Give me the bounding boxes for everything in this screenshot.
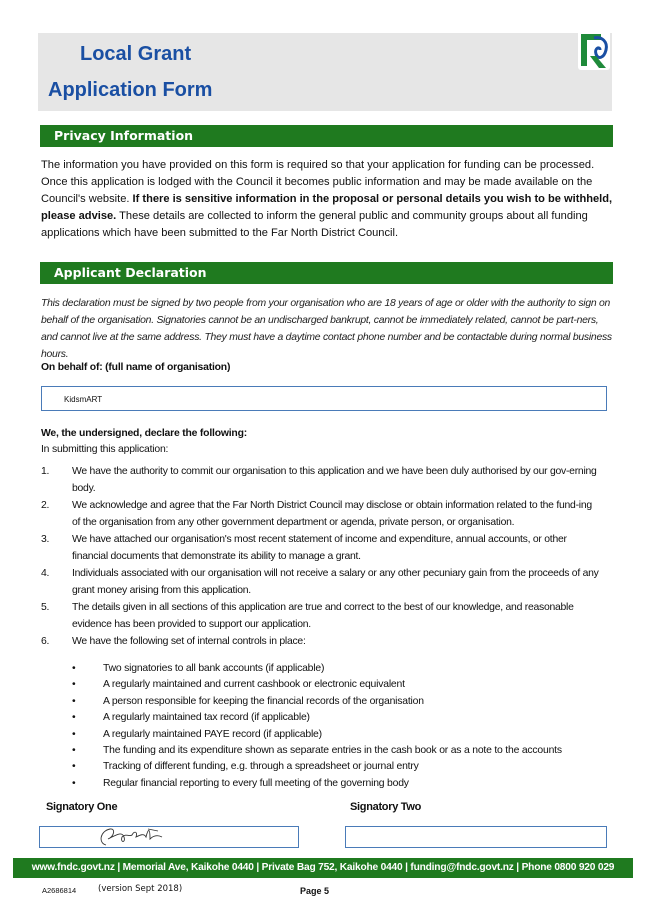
- bullet-icon: •: [72, 679, 76, 691]
- privacy-text-part2: These details are collected to inform the general public and community groups about all funding applications which have been submitted to the Far North District Council.: [41, 210, 588, 239]
- bullet-icon: •: [72, 745, 76, 757]
- item-text: We have the authority to commit our organisation to this application and we have been duly authorised by our gov-erning body.: [72, 466, 597, 494]
- control-item: [72, 677, 592, 693]
- bullet-icon: •: [72, 695, 76, 707]
- title-line-1: Local Grant: [80, 43, 192, 65]
- control-item: [72, 710, 592, 726]
- bullet-icon: •: [72, 663, 76, 674]
- control-text: A regularly maintained tax record (if applicable): [103, 712, 310, 724]
- item-number: 6.: [41, 636, 50, 647]
- undersigned-label: We, the undersigned, declare the following:: [41, 428, 247, 439]
- organisation-name-value: KidsmART: [64, 395, 103, 404]
- declaration-item: [41, 532, 601, 565]
- privacy-text: [41, 157, 613, 242]
- organisation-name-field[interactable]: [41, 386, 607, 411]
- signatory-one-label: Signatory One: [46, 801, 118, 813]
- privacy-text-bold: If there is sensitive information in the proposal or personal details you wish to be withheld, please advise.: [41, 193, 613, 222]
- control-item: [72, 661, 592, 677]
- bullet-icon: •: [72, 761, 76, 773]
- footer-contact: www.fndc.govt.nz | Memorial Ave, Kaikohe 0440 | Private Bag 752, Kaikohe 0440 | funding@fndc.govt.nz | Phone 0800 920 029: [13, 858, 633, 878]
- control-item: [72, 743, 592, 759]
- declaration-item: [41, 634, 601, 651]
- declaration-item: [41, 600, 601, 633]
- control-text: Tracking of different funding, e.g. through a spreadsheet or journal entry: [103, 761, 419, 773]
- control-item: [72, 694, 592, 710]
- item-text: The details given in all sections of this application are true and correct to the best of our knowledge, and reasonable evidence has been provided to support our application.: [72, 602, 574, 630]
- version-label: (version Sept 2018): [98, 884, 183, 894]
- declaration-item: [41, 498, 601, 531]
- item-text: We have the following set of internal controls in place:: [72, 636, 306, 647]
- control-item: [72, 776, 592, 792]
- item-number: 1.: [41, 466, 50, 477]
- handwritten-signature-icon: [92, 825, 192, 847]
- bullet-icon: •: [72, 712, 76, 724]
- declaration-item: [41, 464, 601, 497]
- item-number: 3.: [41, 534, 50, 545]
- control-text: A person responsible for keeping the financial records of the organisation: [103, 695, 424, 707]
- control-text: A regularly maintained PAYE record (if applicable): [103, 728, 322, 740]
- item-number: 4.: [41, 568, 50, 579]
- page-number: Page 5: [300, 886, 330, 896]
- control-text: A regularly maintained and current cashbook or electronic equivalent: [103, 679, 405, 691]
- title-line-2: Application Form: [48, 79, 213, 101]
- control-text: Regular financial reporting to every full meeting of the governing body: [103, 777, 409, 789]
- signatory-two-field[interactable]: [345, 826, 607, 848]
- submitting-label: In submitting this application:: [41, 444, 169, 455]
- item-text: Individuals associated with our organisation will not receive a salary or any other pecuniary gain from the proceeds of any grant money arising from this application.: [72, 568, 599, 596]
- declaration-item: [41, 566, 601, 599]
- privacy-heading: Privacy Information: [40, 125, 613, 147]
- item-number: 5.: [41, 602, 50, 613]
- header-banner: [38, 33, 612, 111]
- internal-controls-list: [72, 661, 592, 792]
- council-logo-icon: [578, 30, 610, 70]
- document-reference: A2686814: [42, 886, 77, 895]
- declaration-list: [41, 464, 601, 652]
- item-text: We acknowledge and agree that the Far North District Council may disclose or obtain information related to the fund-ing of the organisation from any other government department or agenda, private person, or organisation.: [72, 500, 592, 528]
- control-item: [72, 727, 592, 743]
- bullet-icon: •: [72, 777, 76, 789]
- control-item: [72, 759, 592, 775]
- item-number: 2.: [41, 500, 50, 511]
- on-behalf-label: On behalf of: (full name of organisation): [41, 362, 231, 373]
- control-text: The funding and its expenditure shown as separate entries in the cash book or as a note to the accounts: [103, 745, 562, 757]
- bullet-icon: •: [72, 728, 76, 740]
- control-text: Two signatories to all bank accounts (if applicable): [103, 663, 325, 674]
- privacy-text-part1: The information you have provided on this form is required so that your application for funding can be processed. Once this application is lodged with the Council it becomes public information and may be made available on the Council's website.: [41, 159, 595, 205]
- signatory-two-label: Signatory Two: [350, 801, 422, 813]
- declaration-heading: Applicant Declaration: [40, 262, 613, 284]
- item-text: We have attached our organisation's most recent statement of income and expenditure, annual accounts, or other financial documents that demonstrate its ability to manage a grant.: [72, 534, 567, 562]
- signatory-one-field[interactable]: [39, 826, 299, 848]
- declaration-intro: This declaration must be signed by two people from your organisation who are 18 years of age or older with the authority to sign on behalf of the organisation. Signatories cannot be an undischarged bankrupt, cannot be immediately related, cannot be part-ners, and cannot live at the same address. They must have a daytime contact phone number and be contactable during normal business hours.: [41, 298, 612, 360]
